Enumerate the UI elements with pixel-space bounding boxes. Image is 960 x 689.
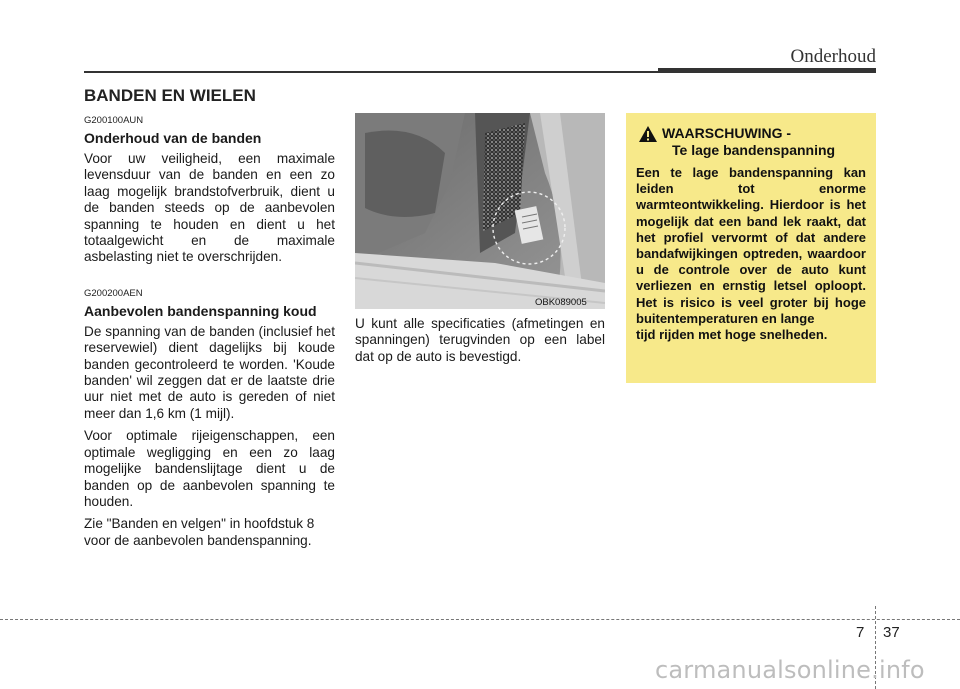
paragraph: Voor optimale rijeigenschappen, een optimale wegligging en een zo laag mogelijke bandenslijtage dient u de banden op de aanbevolen spanning te houden.: [84, 428, 335, 509]
paragraph: U kunt alle specificaties (afmetingen en spanningen) terugvinden op een label dat op de auto is bevestigd.: [355, 316, 605, 364]
warning-box: [626, 113, 876, 383]
section-code: G200100AUN: [84, 115, 144, 126]
footer-divider: [0, 619, 960, 620]
paragraph: Zie "Banden en velgen" in hoofdstuk 8 voor de aanbevolen bandenspanning.: [84, 516, 315, 548]
paragraph: De spanning van de banden (inclusief het reservewiel) dient dagelijks bij koude banden gecontroleerd te worden. 'Koude banden' wil zeggen dat er de laatste drie uur niet met de auto is gereden of niet meer dan 1,6 km (1 mijl).: [84, 323, 335, 421]
door-sill-photo: [355, 113, 605, 309]
warning-header: [636, 125, 866, 163]
paragraph: Voor uw veiligheid, een maximale levensduur van de banden en een zo laag mogelijk brandstofverbruik, dient u de banden steeds op de aanbevolen spanning te houden en dient u het totaalgewicht en de maximale asbelasting niet te overschrijden.: [84, 151, 335, 265]
section-title: BANDEN EN WIELEN: [84, 86, 256, 105]
header-rule: [84, 71, 662, 73]
subheading: Aanbevolen bandenspanning koud: [84, 302, 317, 319]
subheading: Onderhoud van de banden: [84, 130, 262, 146]
page-header-title: Onderhoud: [790, 46, 876, 67]
warning-title: WAARSCHUWING -: [662, 125, 792, 141]
warning-triangle-icon: [638, 125, 658, 143]
section-code: G200200AEN: [84, 287, 143, 299]
warning-subtitle: Te lage bandenspanning: [672, 142, 836, 158]
header-rule-thick: [658, 68, 876, 73]
middle-column: [355, 316, 605, 371]
left-column: [84, 115, 335, 555]
warning-text-last: tijd rijden met hoge snelheden.: [636, 327, 828, 343]
warning-text: Een te lage bandenspanning kan leiden tot enorme warmteontwikkeling. Hierdoor is het mogelijk dat een band lek raakt, dat het profiel vervormt of dat andere bandafwijkingen optreden, waardoor u de controle over de auto kunt verliezen en ernstig letsel oploopt. Het is risico is veel groter bij hoge buitentemperaturen en lange: [636, 165, 866, 326]
page-number: 37: [883, 624, 900, 641]
chapter-number: 7: [856, 624, 865, 641]
watermark: carmanualsonline.info: [655, 656, 925, 684]
figure-code: OBK089005: [535, 297, 587, 308]
